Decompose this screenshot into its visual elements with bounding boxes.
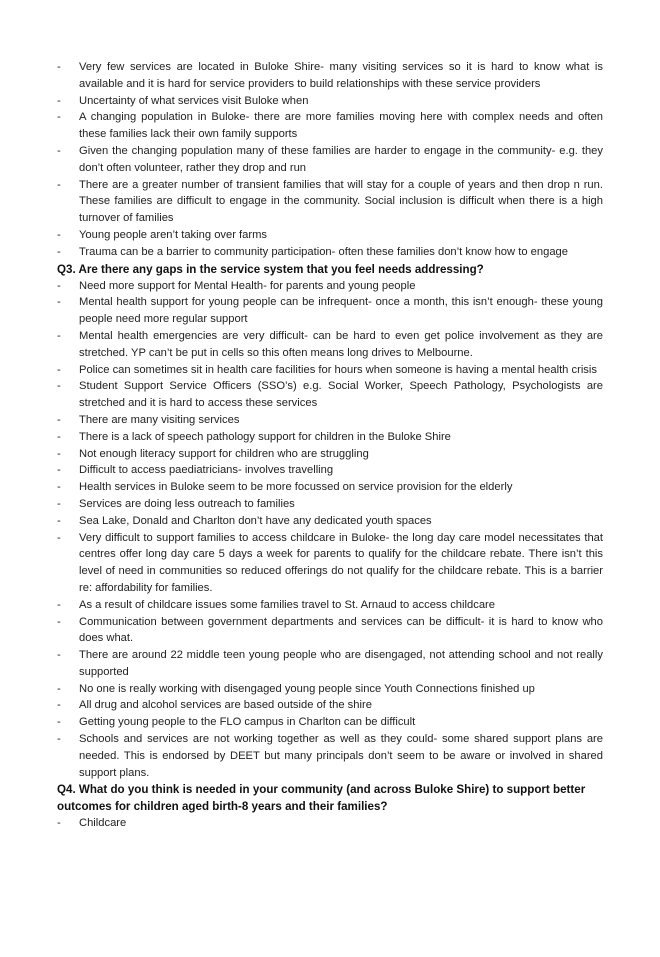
list-item [57,244,603,261]
list-item-text: Young people aren’t taking over farms [79,228,268,241]
list-item-text: Mental health emergencies are very difficult- can be hard to even get police involvement as they are stretched. YP can’t be put in cells so this often means long drives to Melbourne. [79,329,603,359]
q4-bullet-list [57,815,603,832]
bullet-dash: - [57,817,61,830]
bullet-dash: - [57,296,61,309]
list-item-text: Getting young people to the FLO campus in Charlton can be difficult [79,716,416,729]
bullet-dash: - [57,363,61,376]
bullet-dash: - [57,413,61,426]
list-item [57,446,603,463]
list-item-text: There is a lack of speech pathology support for children in the Buloke Shire [79,430,451,443]
list-item-text: Very few services are located in Buloke Shire- many visiting services so it is hard to know what is available and it is hard for service providers to build relationships with these service providers [79,61,603,90]
list-item [57,681,603,698]
bullet-dash: - [57,94,61,107]
list-item [57,378,603,412]
list-item [57,294,603,328]
list-item [57,530,603,597]
bullet-dash: - [57,447,61,460]
list-item [57,614,603,648]
list-item [57,714,603,731]
list-item-text: As a result of childcare issues some families travel to St. Arnaud to access childcare [79,598,495,611]
list-item [57,328,603,362]
bullet-dash: - [57,682,61,695]
bullet-dash: - [57,430,61,443]
bullet-dash: - [57,144,61,157]
list-item-text: Police can sometimes sit in health care facilities for hours when someone is having a mental health crisis [79,363,597,376]
list-item [57,429,603,446]
list-item [57,697,603,714]
q3-heading: Q3. Are there any gaps in the service system that you feel needs addressing? [57,262,484,276]
list-item-text: Services are doing less outreach to families [79,497,295,510]
intro-bullet-list [57,59,603,261]
list-item [57,462,603,479]
list-item [57,278,603,295]
bullet-dash: - [57,111,61,124]
list-item-text: Given the changing population many of these families are harder to engage in the community- e.g. they don’t often volunteer, rather they drop and run [79,144,603,174]
bullet-dash: - [57,481,61,494]
q4-heading: Q4. What do you think is needed in your community (and across Buloke Shire) to support better outcomes for children aged birth-8 years and their families? [57,783,586,814]
bullet-dash: - [57,598,61,611]
list-item [57,479,603,496]
list-item [57,513,603,530]
list-item-text: Mental health support for young people can be infrequent- once a month, this isn’t enough- these young people need more regular support [79,296,603,326]
list-item-text: There are a greater number of transient families that will stay for a couple of years and then drop n run. These families are difficult to engage in the community. Social inclusion is difficult when there is a high turnover of families [79,178,603,225]
list-item [57,597,603,614]
bullet-dash: - [57,279,61,292]
list-item-text: There are around 22 middle teen young people who are disengaged, not attending school and not really supported [79,649,603,678]
list-item-text: Schools and services are not working together as well as they could- some shared support plans are needed. This is endorsed by DEET but many principals don’t seem to be aware or involved in shared support plans. [79,733,603,779]
list-item-text: Difficult to access paediatricians- involves travelling [79,464,334,477]
list-item [57,647,603,681]
bullet-dash: - [57,497,61,510]
list-item [57,93,603,110]
bullet-dash: - [57,61,61,73]
list-item [57,227,603,244]
list-item-text: No one is really working with disengaged young people since Youth Connections finished up [79,682,535,695]
list-item [57,177,603,227]
list-item [57,143,603,177]
list-item-text: Childcare [79,817,127,830]
list-item-text: A changing population in Buloke- there are more families moving here with complex needs and often these families lack their own family supports [79,111,603,141]
list-item-text: Need more support for Mental Health- for parents and young people [79,279,416,292]
list-item [57,109,603,143]
list-item [57,731,603,781]
bullet-dash: - [57,380,61,393]
list-item-text: Not enough literacy support for children who are struggling [79,447,369,460]
bullet-dash: - [57,245,61,258]
list-item-text: Communication between government departments and services can be difficult- it is hard to know who does what. [79,615,603,645]
list-item-text: Sea Lake, Donald and Charlton don’t have any dedicated youth spaces [79,514,432,527]
bullet-dash: - [57,733,61,746]
list-item-text: Uncertainty of what services visit Buloke when [79,94,309,107]
list-item-text: There are many visiting services [79,413,240,426]
bullet-dash: - [57,531,61,544]
bullet-dash: - [57,716,61,729]
list-item [57,412,603,429]
list-item-text: Health services in Buloke seem to be more focussed on service provision for the elderly [79,481,513,494]
list-item [57,815,603,832]
bullet-dash: - [57,699,61,712]
list-item-text: Very difficult to support families to access childcare in Buloke- the long day care model necessitates that centres offer long day care 5 days a week for parents to qualify for the childcare rebate. There isn’t this level of need in communities so reduced offerings do not qualify for the childcare rebate. This is a barrier re: affordability for families. [79,531,603,594]
bullet-dash: - [57,514,61,527]
list-item [57,496,603,513]
bullet-dash: - [57,649,61,662]
list-item [57,59,603,93]
bullet-dash: - [57,178,61,191]
bullet-dash: - [57,228,61,241]
bullet-dash: - [57,329,61,342]
bullet-dash: - [57,464,61,477]
list-item [57,362,603,379]
q3-bullet-list [57,278,603,782]
bullet-dash: - [57,615,61,628]
list-item-text: Student Support Service Officers (SSO’s) e.g. Social Worker, Speech Pathology, Psychologists are stretched and it is hard to access these services [79,380,603,410]
list-item-text: All drug and alcohol services are based outside of the shire [79,699,372,712]
list-item-text: Trauma can be a barrier to community participation- often these families don’t know how to engage [79,245,568,258]
